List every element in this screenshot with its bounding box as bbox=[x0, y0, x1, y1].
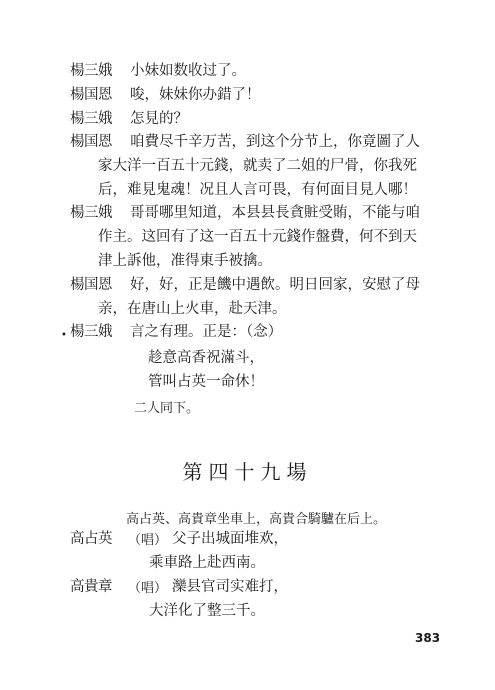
dialogue-text: 哥哥哪里知道，本县县長貪賍受賄，不能与咱 bbox=[130, 205, 420, 221]
sung-mode: （唱） bbox=[128, 581, 168, 596]
sung-text: 灤县官司实难打， bbox=[172, 579, 288, 595]
dialogue-text: 亲，在唐山上火車，赴天津。 bbox=[98, 301, 287, 317]
speaker-name: 楊国恩 bbox=[70, 277, 112, 293]
verse-line: 趁意高香祝滿斗， bbox=[148, 350, 264, 366]
margin-mark: • bbox=[61, 330, 67, 341]
scene-title: 第四十九場 bbox=[182, 460, 313, 484]
dialogue-text: 后，难見鬼魂！况且人言可畏，有何面目見人哪！ bbox=[98, 182, 417, 198]
dialogue-text: 怎見的？ bbox=[130, 111, 188, 127]
dialogue-text: 小妹如数收过了。 bbox=[130, 63, 246, 79]
speaker-name: 楊国恩 bbox=[70, 134, 112, 150]
sung-text: 乘車路上赴西南。 bbox=[149, 555, 265, 571]
speaker-name: 高占英 bbox=[70, 531, 112, 547]
page-number: 383 bbox=[415, 631, 441, 645]
sung-text: 大洋化了整三千。 bbox=[149, 603, 265, 619]
speaker-name: 高貴章 bbox=[70, 579, 112, 595]
speaker-name: 楊三娥 bbox=[70, 205, 112, 221]
exit-direction: 二人同下。 bbox=[134, 401, 200, 416]
sung-mode: （唱） bbox=[128, 533, 168, 548]
dialogue-text: 津上訴他，准得東手被擒。 bbox=[98, 253, 272, 269]
sung-text: 父子出城面堆欢， bbox=[172, 531, 288, 547]
dialogue-text: 作主。这回有了这一百五十元錢作盤費，何不到天 bbox=[98, 229, 417, 245]
dialogue-text: 家大洋一百五十元錢，就卖了二姐的尸骨，你我死 bbox=[98, 158, 417, 174]
speaker-name: 楊国恩 bbox=[70, 87, 112, 103]
speaker-name: 楊三娥 bbox=[70, 111, 112, 127]
dialogue-text: 咱費尽千辛万苦，到这个分节上，你竟圖了人 bbox=[130, 134, 420, 150]
dialogue-text: 言之有理。正是：（念） bbox=[130, 324, 283, 340]
verse-line: 管叫占英一命休！ bbox=[148, 374, 264, 390]
speaker-name: 楊三娥 bbox=[70, 324, 112, 340]
speaker-name: 楊三娥 bbox=[70, 63, 112, 79]
stage-direction: 高占英、高貴章坐車上，高貴合騎驢在后上。 bbox=[126, 512, 387, 527]
dialogue-text: 唆，妹妹你办錯了！ bbox=[130, 87, 261, 103]
dialogue-text: 好，好，正是饑中遇飲。明日回家，安慰了母 bbox=[130, 277, 420, 293]
